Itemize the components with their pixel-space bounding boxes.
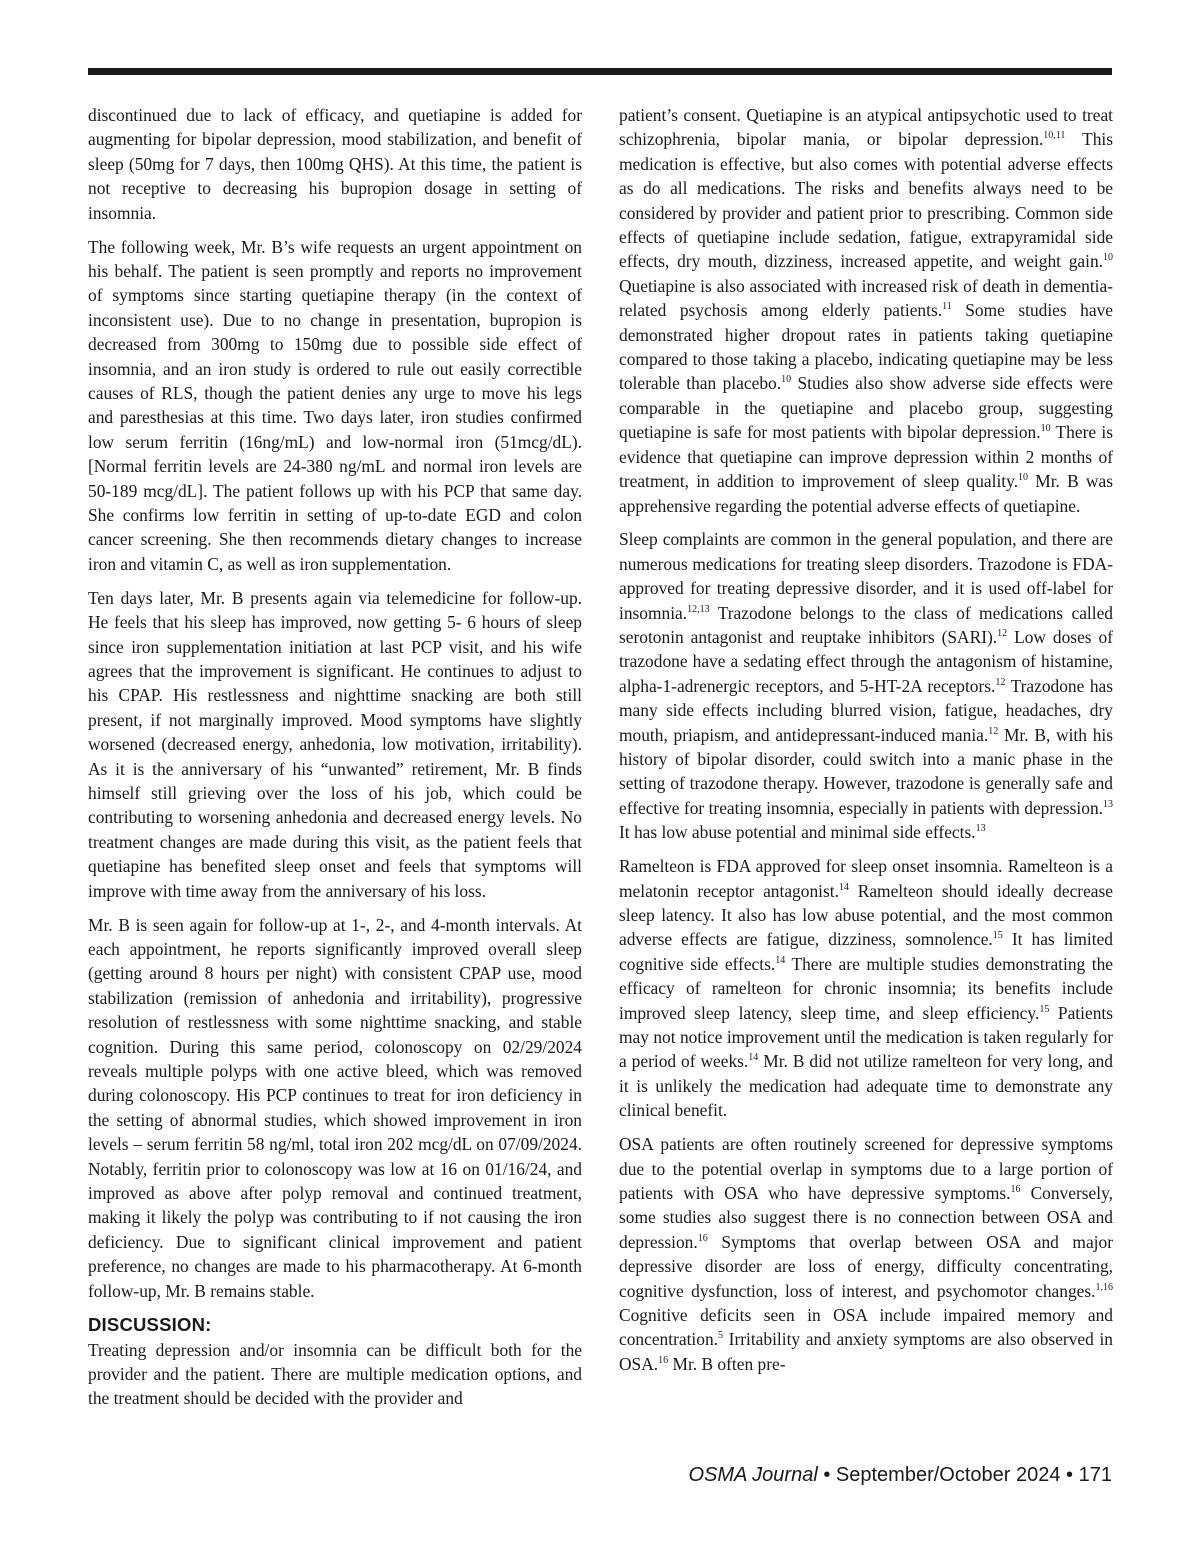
page-number: 171 xyxy=(1078,1464,1112,1486)
case-paragraph-2: The following week, Mr. B’s wife requests an urgent appointment on his behalf. The patient is seen promptly and reports no improvement of symptoms since starting quetiapine therapy (in the context of inconsistent use). Due to no change in presentation, bupropion is decreased from 300mg to 150mg due to possible side effect of insomnia, and an iron study is ordered to rule out easily correctible causes of RLS, though the patient denies any urge to move his legs and paresthesias at this time. Two days later, iron studies confirmed low serum ferritin (16ng/mL) and low-normal iron (51mcg/dL). [Normal ferritin levels are 24-380 ng/mL and normal iron levels are 50-189 mcg/dL]. The patient follows up with his PCP that same day. She confirms low ferritin in setting of up-to-date EGD and colon cancer screening. She then recommends dietary changes to increase iron and vitamin C, as well as iron supplementation. xyxy=(88,236,582,574)
case-paragraph-4: Mr. B is seen again for follow-up at 1-, 2-, and 4-month intervals. At each appointment, he reports significantly improved overall sleep (getting around 8 hours per night) with consistent CPAP use, mood stabilization (remission of anhedonia and irritability), progressive resolution of restlessness with some nighttime snacking, and stable cognition. During this same period, colonoscopy on 02/29/2024 reveals multiple polyps with one active bleed, which was removed during colonoscopy. His PCP continues to treat for iron deficiency in the setting of abnormal studies, which showed improvement in iron levels – serum ferritin 58 ng/ml, total iron 202 mcg/dL on 07/09/2024. Notably, ferritin prior to colonoscopy was low at 16 on 01/16/24, and improved as above after polyp removal and continued treatment, making it likely the polyp was contributing to if not causing the iron deficiency. Due to significant clinical improvement and patient preference, no changes are made to his pharmacotherapy. At 6-month follow-up, Mr. B remains stable. xyxy=(88,914,582,1301)
discussion-paragraph-1: Treating depression and/or insomnia can be difficult both for the provider and the patient. There are multiple medication options, and the treatment should be decided with the provider and xyxy=(88,1339,582,1409)
citation: 1,16 xyxy=(1095,1281,1113,1293)
citation: 10 xyxy=(1018,472,1029,484)
footer-separator: • xyxy=(817,1464,836,1486)
footer-separator: • xyxy=(1060,1464,1079,1486)
citation: 15 xyxy=(1039,1003,1050,1015)
citation: 13 xyxy=(975,823,986,835)
citation: 10 xyxy=(781,374,792,386)
citation: 15 xyxy=(992,930,1003,942)
issue-date: September/October 2024 xyxy=(835,1464,1061,1486)
citation: 14 xyxy=(748,1052,759,1064)
right-column xyxy=(619,103,1113,1376)
discussion-heading: DISCUSSION: xyxy=(88,1313,212,1335)
left-column xyxy=(88,103,582,1411)
citation: 14 xyxy=(775,955,786,967)
trazodone-paragraph: Sleep complaints are common in the general population, and there are numerous medications for treating sleep disorders. Trazodone is FDA-approved for treating depressive disorder, and it is used off-label for insomnia.$^{12,13}$ Trazodone belongs to the class of medications called serotonin antagonist and reuptake inhibitors (SARI).$^{12}$ Low doses of trazodone have a sedating effect through the antagonism of histamine, alpha-1-adrenergic receptors, and 5-HT-2A receptors.$^{12}$ Trazodone has many side effects including blurred vision, fatigue, headaches, dry mouth, priapism, and antidepressant-induced mania.$^{12}$ Mr. B, with his history of bipolar disorder, could switch into a manic phase in the setting of trazodone therapy. However, trazodone is generally safe and effective for treating insomnia, especially in patients with depression.$^{13}$ It has low abuse potential and minimal side effects.$^{13}$ xyxy=(619,529,1114,843)
citation: 10,11 xyxy=(1043,130,1066,142)
case-paragraph-1: discontinued due to lack of efficacy, and quetiapine is added for augmenting for bipolar depression, mood stabilization, and benefit of sleep (50mg for 7 days, then 100mg QHS). At this time, the patient is not receptive to decreasing his bupropion dosage in setting of insomnia. xyxy=(88,105,582,223)
citation: 12 xyxy=(995,677,1006,689)
citation: 10 xyxy=(1040,423,1051,435)
citation: 12 xyxy=(988,725,999,737)
citation: 5 xyxy=(718,1330,723,1342)
osa-paragraph: OSA patients are often routinely screened for depressive symptoms due to the potential overlap in symptoms due to a large portion of patients with OSA who have depressive symptoms.$^{16}$ Conversely, some studies also suggest there is no connection between OSA and depression.$^{16}$ Symptoms that overlap between OSA and major depressive disorder are loss of energy, difficulty concentrating, cognitive dysfunction, loss of interest, and psychomotor changes.$^{1,16}$ Cognitive deficits seen in OSA include impaired memory and concentration.$^5$ Irritability and anxiety symptoms are also observed in OSA.$^{16}$ Mr. B often pre- xyxy=(619,1134,1113,1374)
ramelteon-paragraph: Ramelteon is FDA approved for sleep onset insomnia. Ramelteon is a melatonin receptor antagonist.$^{14}$ Ramelteon should ideally decrease sleep latency. It also has low abuse potential, and the most common adverse effects are fatigue, dizziness, somnolence.$^{15}$ It has limited cognitive side effects.$^{14}$ There are multiple studies demonstrating the efficacy of ramelteon for chronic insomnia; its benefits include improved sleep latency, sleep time, and sleep efficiency.$^{15}$ Patients may not notice improvement until the medication is taken regularly for a period of weeks.$^{14}$ Mr. B did not utilize ramelteon for very long, and it is unlikely the medication had adequate time to demonstrate any clinical benefit. xyxy=(619,856,1114,1121)
citation: 12,13 xyxy=(687,603,710,615)
citation: 16 xyxy=(1010,1184,1021,1196)
citation: 16 xyxy=(697,1232,708,1244)
page-footer xyxy=(688,1464,1112,1487)
citation: 16 xyxy=(658,1355,669,1367)
journal-name: OSMA Journal xyxy=(688,1464,818,1486)
citation: 10 xyxy=(1103,252,1113,264)
citation: 11 xyxy=(942,301,952,313)
case-paragraph-3: Ten days later, Mr. B presents again via telemedicine for follow-up. He feels that his sleep has improved, now getting 5- 6 hours of sleep since iron supplementation initiation at last PCP visit, and his wife agrees that the improvement is significant. He continues to adjust to his CPAP. His restlessness and nighttime snacking are both still present, if not marginally improved. Mood symptoms have slightly worsened (decreased energy, anhedonia, low motivation, irritability). As it is the anniversary of his “unwanted” retirement, Mr. B finds himself still grieving over the loss of his job, which could be contributing to worsening anhedonia and decreased energy levels. No treatment changes are made during this visit, as the patient feels that quetiapine has benefited sleep onset and feels that symptoms will improve with time away from the anniversary of his loss. xyxy=(88,587,582,901)
citation: 14 xyxy=(838,881,849,893)
citation: 12 xyxy=(997,628,1008,640)
top-rule xyxy=(88,68,1112,75)
quetiapine-paragraph: patient’s consent. Quetiapine is an atypical antipsychotic used to treat schizophrenia, bipolar mania, or bipolar depression.$^{10,11}$ This medication is effective, but also comes with potential adverse effects as do all medications. The risks and benefits always need to be considered by provider and patient prior to prescribing. Common side effects of quetiapine include sedation, fatigue, extrapyramidal side effects, dry mouth, dizziness, increased appetite, and weight gain.$^{10}$ Quetiapine is also associated with increased risk of death in dementia-related psychosis among elderly patients.$^{11}$ Some studies have demonstrated higher dropout rates in patients taking quetiapine compared to those taking a placebo, indicating quetiapine may be less tolerable than placebo.$^{10}$ Studies also show adverse side effects were comparable in the quetiapine and placebo group, suggesting quetiapine is safe for most patients with bipolar depression.$^{10}$ There is evidence that quetiapine can improve depression within 2 months of treatment, in addition to improvement of sleep quality.$^{10}$ Mr. B was apprehensive regarding the potential adverse effects of quetiapine. xyxy=(619,105,1114,516)
citation: 13 xyxy=(1103,799,1113,811)
